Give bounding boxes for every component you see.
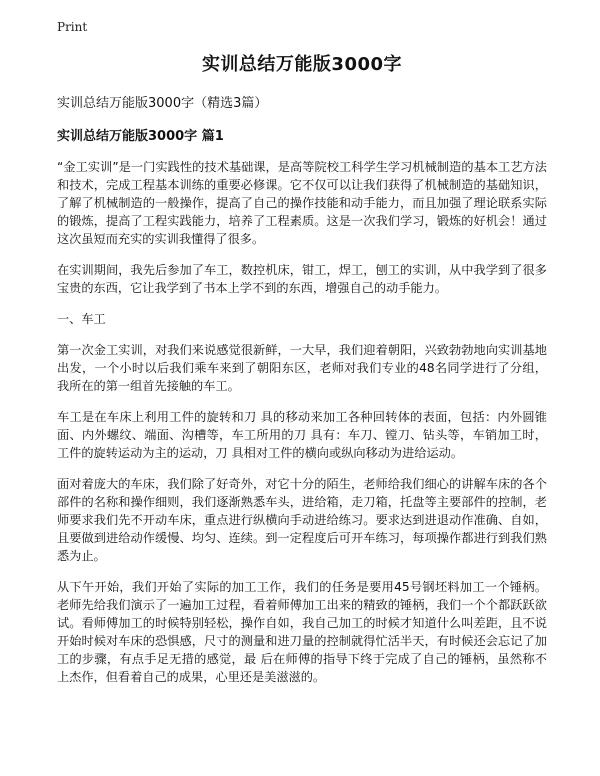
document-subtitle: 实训总结万能版3000字（精选3篇） [57, 96, 268, 111]
paragraph-training: 在实训期间，我先后参加了车工，数控机床，钳工，焊工，刨工的实训，从中我学到了很多宝贵的东西，它让我学到了书本上学不到的东西，增强自己的动手能力。 [57, 263, 547, 295]
document-title: 实训总结万能版3000字 [201, 54, 403, 75]
paragraph-afternoon-work: 从下午开始，我们开始了实际的加工工作，我们的任务是要用45号钢坯料加工一个锤柄。老师先给我们演示了一遍加工过程，看着师傅加工出来的精致的锤柄，我们一个个都跃跃欲试。看师傅加工的时候特别轻松，操作自如，我自己加工的时候才知道什么叫差距，且不说开始时候对车床的恐惧感，尺寸的测量和进刀量的控制就得忙活半天，有时候还会忘记了加工的步骤，有点手足无措的感觉，最 后在师傅的指导下终于完成了自己的锤柄，虽然称不上杰作，但看着自己的成果，心里还是美滋滋的。 [57, 580, 547, 684]
paragraph-lathe-practice: 面对着庞大的车床，我们除了好奇外，对它十分的陌生，老师给我们细心的讲解车床的各个部件的名称和操作细则，我们逐渐熟悉车头，进给箱，走刀箱，托盘等主要部件的控制，老师要求我们先不开动车床，重点进行纵横向手动进给练习。要求达到进退动作准确、自如，且要做到进给动作缓慢、均匀、连续。到一定程度后可开车练习，每项操作都进行到我们熟悉为止。 [57, 477, 547, 563]
document-page [57, 50, 547, 699]
section-heading: 实训总结万能版3000字 篇1 [57, 129, 224, 144]
print-link[interactable]: Print [57, 20, 88, 34]
paragraph-intro: “金工实训”是一门实践性的技术基础课，是高等院校工科学生学习机械制造的基本工艺方法和技术，完成工程基本训练的重要必修课。它不仅可以让我们获得了机械制造的基础知识，了解了机械制造的一般操作，提高了自己的操作技能和动手能力，而且加强了理论联系实际的锻炼，提高了工程实践能力，培养了工程素质。这是一次我们学习，锻炼的好机会！通过这次虽短而充实的实训我懂得了很多。 [57, 160, 547, 246]
paragraph-lathe-definition: 车工是在车床上利用工件的旋转和刀 具的移动来加工各种回转体的表面，包括：内外圆锥面、内外螺纹、端面、沟槽等，车工所用的刀 具有：车刀、镗刀、钻头等，车销加工时，工件的旋转运动为主的运动，刀 具相对工件的横向或纵向移动为进给运动。 [57, 410, 547, 460]
paragraph-first-day: 第一次金工实训，对我们来说感觉很新鲜，一大早，我们迎着朝阳，兴致勃勃地向实训基地出发，一个小时以后我们乘车来到了朝阳东区，老师对我们专业的48名同学进行了分组，我所在的第一组首先接触的车工。 [57, 343, 547, 393]
sub-heading-lathe: 一、车工 [57, 312, 106, 326]
